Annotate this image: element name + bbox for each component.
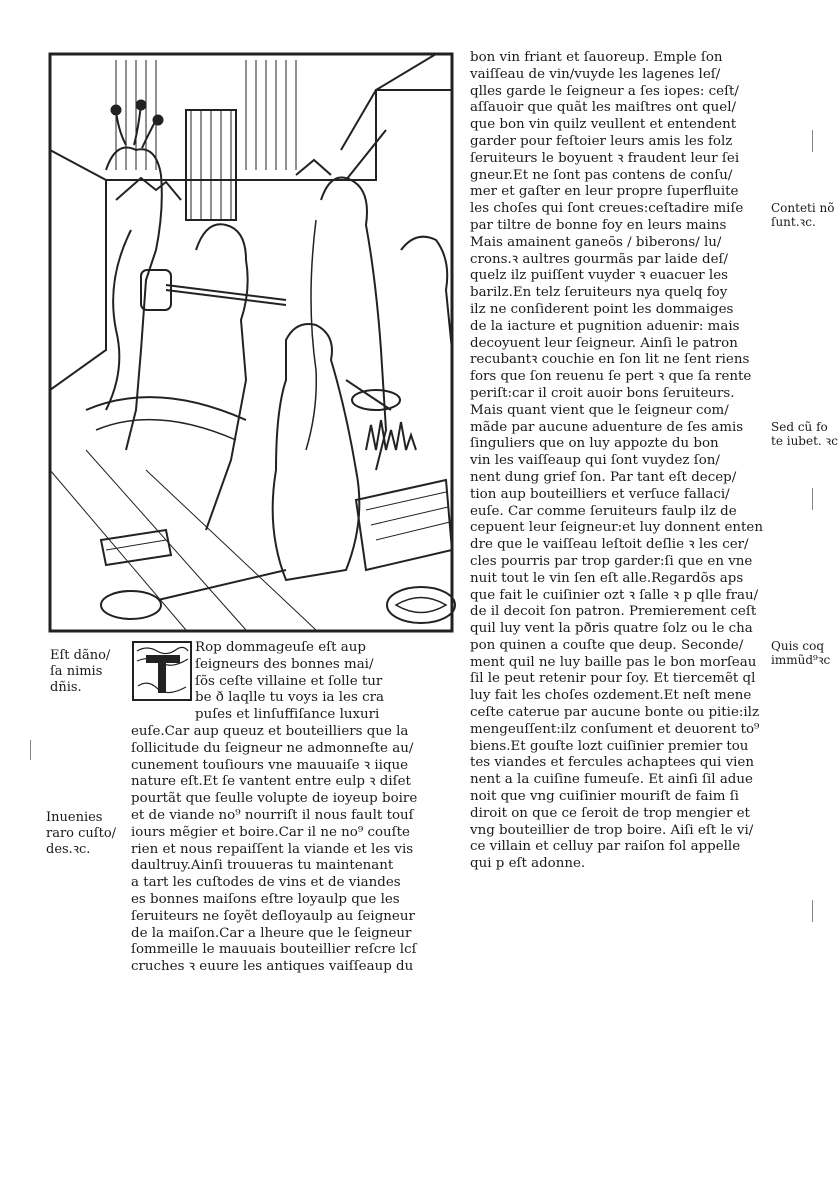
text-line: cunement touſiours vne mauuaiſe ꝛ iique [131, 757, 409, 773]
text-line: qlles garde le ſeigneur a ſes iopes: ceſt/ [470, 83, 739, 99]
text-line: ilz ne conſiderent point les dommaiges [470, 301, 734, 317]
text-line: be ð laqlle tu voys ia les cra [195, 690, 384, 706]
text-line: ſil le peut retenir pour ſoy. Et tiercemẽt ql [470, 671, 756, 687]
margin-note-line: Sed cũ fo [771, 420, 828, 434]
margin-note-line: ſunt.ꝛc. [771, 215, 816, 229]
text-line: vin les vaiſſeaup qui ſont vuydez ſon/ [470, 453, 720, 469]
text-line: de la maiſon.Car a lheure que le ſeigneur [131, 925, 412, 941]
text-line: les choſes qui ſont creues:ceſtadire miſe [470, 201, 744, 217]
text-line: pon quinen a couſte que deup. Seconde/ [470, 637, 744, 653]
text-line: nent a la cuiſine fumeuſe. Et ainſi ſil adue [470, 772, 753, 788]
text-line: daultruy.Ainſi trouueras tu maintenant [131, 858, 394, 874]
text-line: decoyuent leur ſeigneur. Ainſi le patron [470, 335, 738, 351]
margin-note-line: te iubet. ꝛc [771, 434, 838, 448]
text-line: puſes et linſuffiſance luxuri [195, 707, 380, 723]
text-line: ſõs ceſte villaine et ſolle tur [195, 673, 383, 689]
text-line: bon vin friant et ſauoreup. Emple ſon [470, 50, 723, 65]
text-line: de il decoit ſon patron. Premierement ceſt [470, 604, 757, 620]
text-line: garder pour feſtoier leurs amis les folz [470, 133, 733, 149]
text-line: euſe.Car aup queuz et bouteilliers que la [131, 723, 409, 739]
margin-note-line: raro cuſto/ [46, 826, 117, 841]
right-margin-note-3 [771, 639, 830, 667]
text-line: noit que vng cuiſinier mouriſt de faim ſi [470, 789, 739, 805]
text-line: cruches ꝛ euure les antiques vaiſſeaup du [131, 959, 414, 975]
text-line: mer et gaſter en leur propre ſuperfluite [470, 184, 739, 200]
text-line: et de viande no⁹ nourriſt il nous fault touſ [131, 807, 414, 823]
text-line: de la iacture et pugnition aduenir: mais [470, 318, 740, 334]
text-line: crons.ꝛ aultres gourmãs par laide deſ/ [470, 251, 728, 267]
text-line: fors que ſon reuenu ſe pert ꝛ que ſa rente [470, 369, 752, 385]
text-line: par tiltre de bonne foy en leurs mains [470, 217, 727, 233]
text-line: periſt:car il croit auoir bons ſeruiteurs. [470, 385, 735, 401]
margin-note-line: Inuenies [46, 810, 103, 825]
margin-note-line: immũd⁹ꝛc [771, 653, 831, 667]
page-mark [812, 488, 813, 510]
text-line: biens.Et gouſte lozt cuiſinier premier tou [470, 738, 749, 754]
text-line: quil luy vent la pðris quatre ſolz ou le cha [470, 621, 753, 637]
margin-note-line: dñis. [50, 680, 82, 695]
woodcut-illustration [46, 50, 456, 635]
text-line: dre que le vaiſſeau leſtoit deſlie ꝛ les cer/ [470, 537, 749, 553]
page-mark [30, 740, 31, 760]
text-line: nature eſt.Et ſe vantent entre eulp ꝛ diſet [131, 774, 411, 790]
text-line: rien et nous repaiſſent la viande et les vis [131, 841, 414, 857]
text-line: tion aup bouteilliers et verſuce fallaci/ [470, 486, 730, 502]
text-line: iours mẽgier et boire.Car il ne no⁹ couſte [131, 824, 410, 840]
text-line: Mais amainent ganeõs / biberons/ lu/ [470, 234, 722, 250]
text-line: diroit on que ce ſeroit de trop mengier et [470, 805, 750, 821]
text-line: vaiſſeau de vin/vuyde les lagenes leſ/ [470, 66, 721, 82]
margin-note-line: ſa nimis [50, 664, 103, 679]
text-line: vng bouteillier de trop boire. Aiſi eſt le vi/ [470, 822, 754, 838]
text-line: ment quil ne luy baille pas le bon morſeau [470, 654, 757, 670]
right-text-column [470, 50, 770, 873]
text-line: Rop dommageuſe eſt aup [195, 640, 366, 655]
text-line: aſſauoir que quãt les maiſtres ont quel/ [470, 100, 737, 116]
text-line: ſinguliers que on luy appozte du bon [470, 436, 719, 452]
text-line: tes viandes et fercules achaptees qui vien [470, 755, 754, 771]
text-line: pourtãt que ſeulle volupte de ioyeup boire [131, 791, 418, 807]
left-margin-note-1 [50, 648, 110, 696]
text-line: mengeuſſent:ilz conſument et deuorent to⁹ [470, 721, 760, 737]
text-line: a tart les cuſtodes de vins et de viandes [131, 875, 401, 891]
text-line: euſe. Car comme ſeruiteurs faulp ilz de [470, 503, 737, 519]
text-line: cles pourris par trop garder:ſi que en vne [470, 553, 753, 569]
right-margin-note-1 [771, 201, 835, 229]
text-line: que bon vin quilz veullent et entendent [470, 117, 737, 133]
text-line: qui p eſt adonne. [470, 856, 586, 872]
text-line: ſeruiteurs le boyuent ꝛ fraudent leur ſei [470, 150, 740, 166]
text-line: cepuent leur ſeigneur:et luy donnent enten [470, 520, 763, 536]
text-line: ſommeille le mauuais bouteillier reſcre lcſ [131, 942, 417, 958]
text-line: nent dung grief ſon. Par tant eſt decep/ [470, 469, 737, 485]
text-line: ſeigneurs des bonnes mai/ [195, 656, 374, 672]
text-line: ce villain et celluy par raiſon fol appelle [470, 839, 741, 855]
left-margin-note-2 [46, 810, 116, 858]
text-line: barilz.En telz ſeruiteurs nya quelq foy [470, 285, 728, 301]
text-line: gneur.Et ne ſont pas contens de conſu/ [470, 167, 733, 183]
margin-note-line: Eſt dãno/ [50, 648, 111, 663]
margin-note-line: Conteti nõ [771, 201, 835, 215]
text-line: es bonnes maiſons eſtre loyaulp que les [131, 891, 400, 907]
right-margin-note-2 [771, 420, 838, 448]
page-mark [812, 130, 813, 152]
page-mark [812, 900, 813, 922]
margin-note-line: Quis coq [771, 639, 825, 653]
text-line: que fait le cuiſinier ozt ꝛ ſalle ꝛ p qlle frau/ [470, 587, 759, 603]
left-text-column [131, 640, 459, 976]
text-line: recubantꝛ couchie en ſon lit ne ſent riens [470, 352, 750, 368]
text-line: Mais quant vient que le ſeigneur com/ [470, 402, 729, 418]
text-line: ceſte caterue par aucune bonte ou pitie:ilz [470, 705, 760, 721]
text-line: mãde par aucune aduenture de ſes amis [470, 419, 744, 435]
text-line: ſeruiteurs ne ſoyẽt deſloyaulp au ſeigneur [131, 908, 415, 924]
margin-note-line: des.ꝛc. [46, 842, 91, 857]
text-line: quelz ilz puiſſent vuyder ꝛ euacuer les [470, 268, 728, 284]
text-line: luy fait les choſes ozdement.Et neſt mene [470, 688, 752, 704]
text-line: ſollicitude du ſeigneur ne admonneſte au/ [131, 740, 414, 756]
text-line: nuit tout le vin ſen eſt alle.Regardõs aps [470, 570, 744, 586]
